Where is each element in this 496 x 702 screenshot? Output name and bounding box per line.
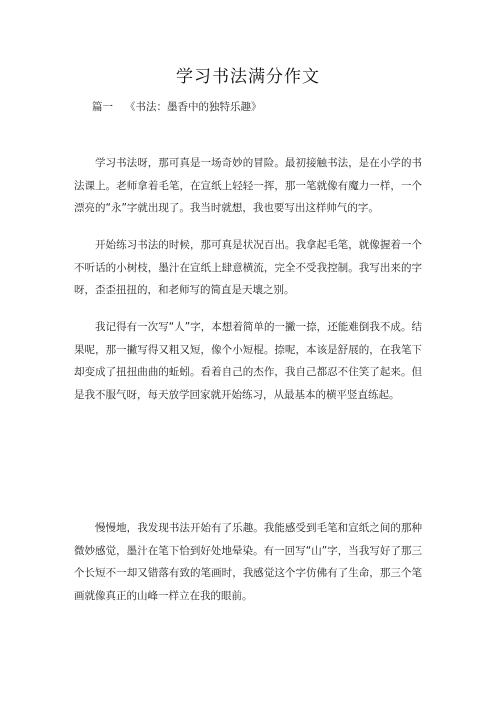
paragraph-4: 慢慢地，我发现书法开始有了乐趣。我能感受到毛笔和宣纸之间的那种微妙感觉，墨汁在笔下恰到好处地晕染。有一回写“山”字，当我写好了那三个长短不一却又错落有致的笔画时，我感觉这个字仿佛有了生命，那三个笔画就像真正的山峰一样立在我的眼前。	[74, 522, 422, 602]
paragraph-3: 我记得有一次写“人”字，本想着简单的一撇一捺，还能难倒我不成。结果呢，那一撇写得又粗又短，像个小短棍。捺呢，本该是舒展的，在我笔下却变成了扭扭曲曲的蚯蚓。看着自己的杰作，我自己都忍不住笑了起来。但是我不服气呀，每天放学回家就开始练习，从最基本的横平竖直练起。	[74, 321, 422, 401]
section-title: 《书法：墨香中的独特乐趣》	[125, 101, 262, 113]
section-heading	[92, 100, 262, 114]
page-title: 学习书法满分作文	[176, 67, 320, 87]
paragraph-2: 开始练习书法的时候，那可真是状况百出。我拿起毛笔，就像握着一个不听话的小树枝，墨汁在宣纸上肆意横流，完全不受我控制。我写出来的字呀，歪歪扭扭的，和老师写的简直是天壤之别。	[74, 239, 422, 296]
paragraph-1: 学习书法呀，那可真是一场奇妙的冒险。最初接触书法，是在小学的书法课上。老师拿着毛笔，在宣纸上轻轻一挥，那一笔就像有魔力一样，一个漂亮的“永”字就出现了。我当时就想，我也要写出这样帅气的字。	[74, 157, 422, 214]
section-label: 篇一	[92, 101, 113, 113]
